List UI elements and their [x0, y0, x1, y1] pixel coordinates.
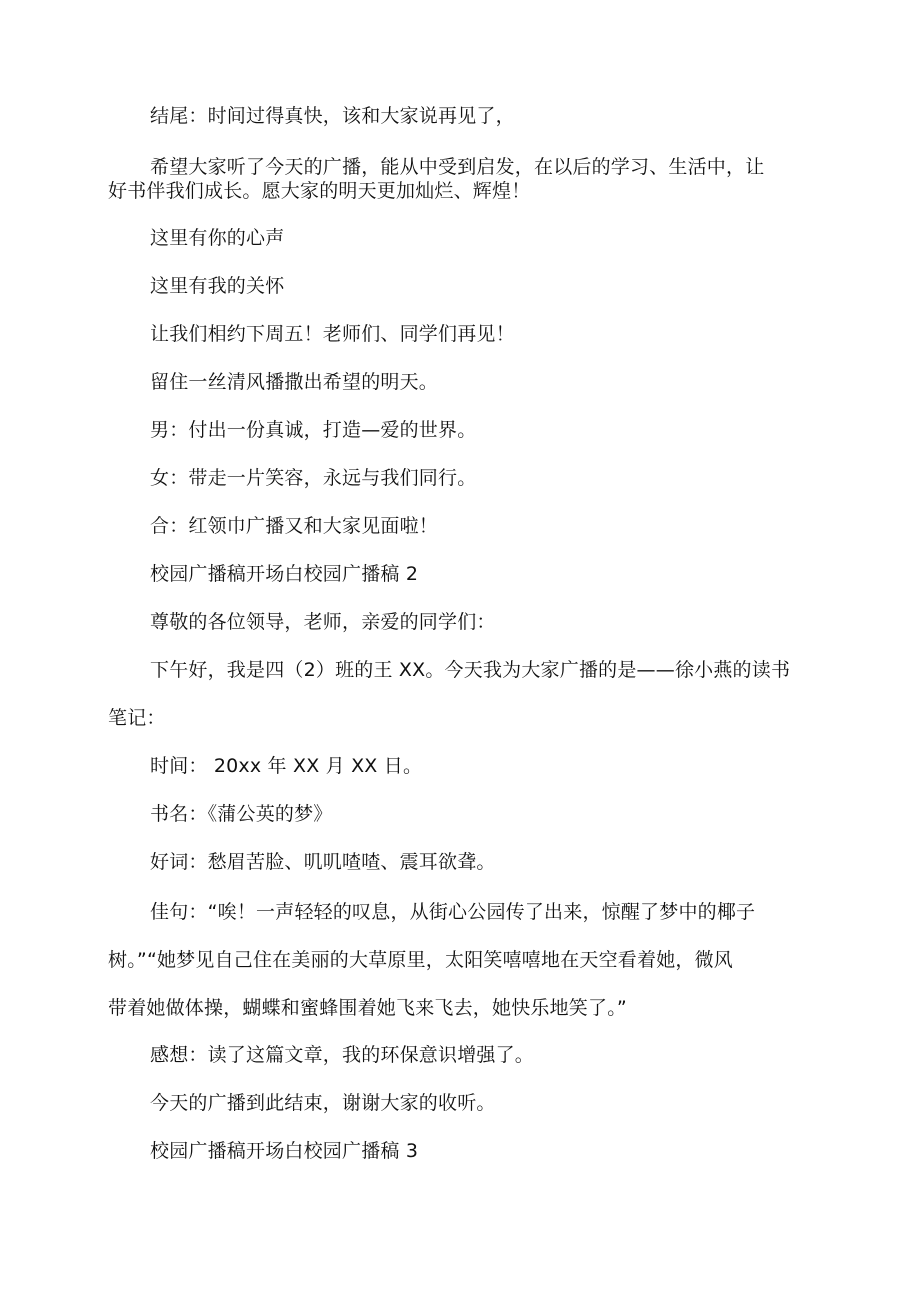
paragraph-thoughts	[108, 1043, 850, 1067]
section-heading-2	[108, 562, 850, 586]
text-line: 好书伴我们成长。愿大家的明天更加灿烂、辉煌！	[108, 180, 531, 202]
text-line: 树。”“她梦见自己住在美丽的大草原里，太阳笑嘻嘻地在天空看着她，微风	[108, 949, 733, 971]
paragraph-ending	[108, 104, 850, 128]
paragraph-book-title	[108, 802, 850, 826]
text-line: 时间： 20xx 年 XX 月 XX 日。	[150, 755, 423, 777]
text-line: 带着她做体操，蝴蝶和蜜蜂围着她飞来飞去，她快乐地笑了。”	[108, 997, 627, 1019]
text-line: 合：红领巾广播又和大家见面啦！	[150, 515, 439, 537]
paragraph-farewell	[108, 322, 850, 346]
paragraph-good-words	[108, 850, 850, 874]
section-heading-3	[108, 1139, 850, 1163]
text-line: 让我们相约下周五！老师们、同学们再见！	[150, 323, 515, 345]
paragraph-good-sentences	[108, 900, 808, 1020]
paragraph-breeze	[108, 370, 850, 394]
text-line: 感想：读了这篇文章，我的环保意识增强了。	[150, 1044, 535, 1066]
paragraph-male	[108, 418, 850, 442]
text-line: 好词：愁眉苦脸、叽叽喳喳、震耳欲聋。	[150, 851, 496, 873]
paragraph-together	[108, 514, 850, 538]
text-line: 男：付出一份真诚，打造—爱的世界。	[150, 419, 477, 441]
text-line: 女：带走一片笑容，永远与我们同行。	[150, 467, 477, 489]
text-line: 佳句：“唉！一声轻轻的叹息，从街心公园传了出来，惊醒了梦中的椰子	[150, 901, 756, 923]
text-line: 笔记：	[108, 707, 166, 729]
text-line: 下午好，我是四（2）班的王 XX。今天我为大家广播的是——徐小燕的读书	[150, 659, 791, 681]
text-line: 这里有我的关怀	[150, 275, 285, 297]
text-line: 书名：《蒲公英的梦》	[150, 803, 333, 825]
paragraph-care	[108, 274, 850, 298]
text-line: 留住一丝清风播撒出希望的明天。	[150, 371, 439, 393]
paragraph-female	[108, 466, 850, 490]
paragraph-greeting	[108, 610, 850, 634]
text-line: 这里有你的心声	[150, 227, 285, 249]
paragraph-closing	[108, 1091, 850, 1115]
paragraph-intro	[108, 658, 808, 730]
paragraph-hope	[108, 155, 808, 203]
paragraph-time	[108, 754, 850, 778]
paragraph-voice	[108, 226, 850, 250]
text-line: 希望大家听了今天的广播，能从中受到启发，在以后的学习、生活中，让	[150, 156, 765, 178]
text-line: 尊敬的各位领导，老师，亲爱的同学们：	[150, 611, 496, 633]
text-line: 今天的广播到此结束，谢谢大家的收听。	[150, 1092, 496, 1114]
text-line: 校园广播稿开场白校园广播稿 2	[150, 563, 419, 585]
text-line: 结尾：时间过得真快，该和大家说再见了，	[150, 105, 515, 127]
text-line: 校园广播稿开场白校园广播稿 3	[150, 1140, 419, 1162]
